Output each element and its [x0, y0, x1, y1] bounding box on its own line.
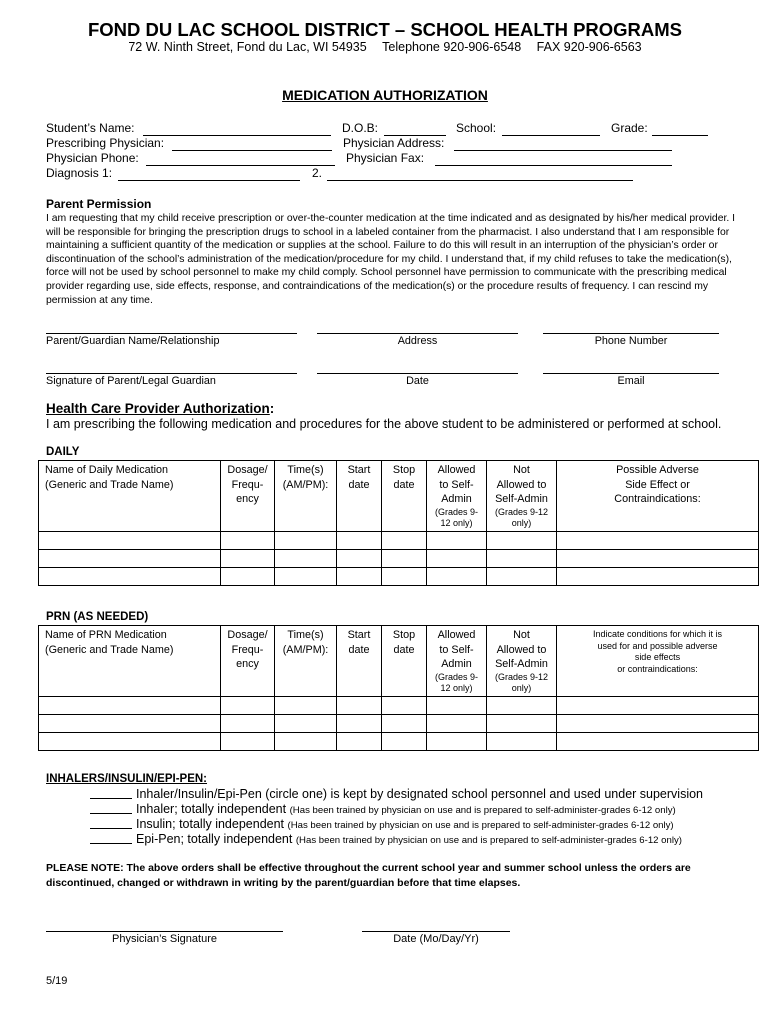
- prn-not-allowed-l3: Self-Admin: [495, 658, 548, 671]
- district-title: FOND DU LAC SCHOOL DISTRICT – SCHOOL HEALTH PROGRAMS: [87, 19, 683, 40]
- daily-not-allowed-s2: only): [511, 518, 532, 529]
- inhaler-item-independent: [90, 802, 676, 816]
- prn-not-allowed-s2: only): [511, 683, 532, 694]
- daily-col-allowed: [427, 461, 487, 532]
- epipen-item-independent: [90, 832, 682, 846]
- prn-stop-l1: Stop: [392, 629, 416, 641]
- prn-allowed-l1: Allowed: [437, 629, 476, 641]
- district-fax: FAX 920-906-6563: [536, 40, 642, 54]
- daily-col-times: [275, 461, 337, 532]
- daily-allowed-l3: Admin: [441, 493, 472, 506]
- insulin-independent-note: (Has been trained by physician on use and is prepared to self-administer-grades 6-12 only): [287, 820, 674, 831]
- prn-col-allowed: [427, 626, 487, 697]
- parent-permission-heading: Parent Permission: [46, 197, 152, 211]
- parent-phone-line[interactable]: [543, 332, 719, 334]
- epipen-independent-text: Epi-Pen; totally independent: [136, 832, 293, 846]
- hcp-heading-colon: :: [269, 401, 275, 416]
- prn-col-name: [39, 626, 221, 697]
- daily-allowed-l2: to Self-: [439, 478, 474, 491]
- daily-stop-l1: Stop: [392, 464, 416, 476]
- prn-col-not-allowed: [487, 626, 557, 697]
- parent-signature-caption: Signature of Parent/Legal Guardian: [46, 375, 216, 387]
- prn-allowed-l2: to Self-: [439, 643, 474, 656]
- epipen-independent-blank[interactable]: [90, 843, 132, 844]
- daily-allowed-s1: (Grades 9-: [434, 506, 478, 517]
- diagnosis-2-label: 2.: [312, 166, 323, 180]
- parent-date-line[interactable]: [317, 372, 518, 374]
- prn-not-allowed-l1: Not: [513, 629, 530, 641]
- prn-col-dosage: [221, 626, 275, 697]
- inhaler-independent-blank[interactable]: [90, 813, 132, 814]
- insulin-independent-text: Insulin; totally independent: [136, 817, 285, 831]
- prn-col-stop: [382, 626, 427, 697]
- daily-adverse-l1: Possible Adverse: [616, 464, 699, 476]
- physician-address-label: Physician Address:: [343, 136, 445, 150]
- parent-phone-caption: Phone Number: [594, 335, 668, 347]
- daily-start-l1: Start: [347, 464, 371, 476]
- parent-date-caption: Date: [406, 375, 429, 387]
- daily-not-allowed-s1: (Grades 9-12: [494, 506, 549, 517]
- inhaler-supervised-text: Inhaler/Insulin/Epi-Pen (circle one) is kept by designated school personnel and used under supervision: [136, 787, 704, 801]
- diagnosis-1-label: Diagnosis 1:: [46, 166, 113, 180]
- prn-adverse-l3: side effects: [634, 652, 681, 662]
- prn-start-l2: date: [348, 643, 370, 656]
- prn-adverse-l1: Indicate conditions for which it is: [592, 629, 723, 639]
- parent-signature-line[interactable]: [46, 372, 297, 374]
- daily-dosage-l3: ency: [236, 493, 259, 506]
- prn-dosage-l2: Frequ-: [231, 643, 264, 656]
- daily-blank-row[interactable]: [39, 532, 759, 550]
- daily-col-adverse: [557, 461, 759, 532]
- parent-address-line[interactable]: [317, 332, 518, 334]
- daily-col-stop: [382, 461, 427, 532]
- physician-date-line[interactable]: [362, 930, 510, 932]
- school-label: School:: [456, 121, 497, 135]
- daily-adverse-l3: Contraindications:: [614, 493, 701, 506]
- grade-line[interactable]: [652, 134, 708, 136]
- prn-col-name-line1: Name of PRN Medication: [45, 629, 167, 641]
- student-name-label: Student’s Name:: [46, 121, 135, 135]
- grade-label: Grade:: [611, 121, 648, 135]
- epipen-independent-note: (Has been trained by physician on use and is prepared to self-administer-grades 6-12 only): [295, 835, 682, 846]
- daily-blank-row[interactable]: [39, 550, 759, 568]
- physician-signature-line[interactable]: [46, 930, 283, 932]
- physician-address-line[interactable]: [454, 149, 672, 151]
- prn-col-adverse: [557, 626, 759, 697]
- physician-signature-caption: Physician’s Signature: [112, 933, 217, 945]
- prn-header-row: [39, 626, 759, 697]
- prn-col-times: [275, 626, 337, 697]
- prn-dosage-l3: ency: [236, 658, 259, 671]
- prn-col-name-line2: (Generic and Trade Name): [45, 643, 174, 656]
- prn-adverse-l2: used for and possible adverse: [597, 640, 718, 651]
- school-line[interactable]: [502, 134, 600, 136]
- prn-blank-row[interactable]: [39, 697, 759, 715]
- parent-address-caption: Address: [397, 335, 438, 347]
- physician-date-caption: Date (Mo/Day/Yr): [393, 933, 479, 945]
- daily-label: DAILY: [46, 446, 80, 458]
- daily-not-allowed-l3: Self-Admin: [495, 493, 548, 506]
- hcp-heading-text: Health Care Provider Authorization: [46, 401, 270, 416]
- physician-phone-label: Physician Phone:: [46, 151, 139, 165]
- prn-blank-row[interactable]: [39, 715, 759, 733]
- prn-times-l1: Time(s): [287, 629, 324, 641]
- daily-not-allowed-l1: Not: [513, 464, 530, 476]
- daily-adverse-l2: Side Effect or: [625, 478, 690, 491]
- daily-stop-l2: date: [393, 478, 415, 491]
- inhaler-independent-note: (Has been trained by physician on use and is prepared to self-administer-grades 6-12 only): [289, 805, 676, 816]
- inhaler-item-supervised: [90, 787, 703, 801]
- prn-allowed-l3: Admin: [441, 658, 472, 671]
- inhaler-independent-text: Inhaler; totally independent: [136, 802, 287, 816]
- daily-times-l2: (AM/PM):: [282, 478, 329, 491]
- parent-email-caption: Email: [617, 375, 645, 387]
- prn-col-start: [337, 626, 382, 697]
- daily-col-dosage: [221, 461, 275, 532]
- physician-fax-line[interactable]: [435, 164, 672, 166]
- district-address: 72 W. Ninth Street, Fond du Lac, WI 54935: [128, 40, 367, 54]
- parent-name-line[interactable]: [46, 332, 297, 334]
- prescribing-physician-line[interactable]: [172, 149, 332, 151]
- inhaler-supervised-blank[interactable]: [90, 798, 132, 799]
- daily-col-name-line2: (Generic and Trade Name): [45, 478, 174, 491]
- hcp-text: I am prescribing the following medication and procedures for the above student to be administered or performed at school.: [46, 417, 722, 431]
- prn-start-l1: Start: [347, 629, 371, 641]
- parent-email-line[interactable]: [543, 372, 719, 374]
- daily-header-row: [39, 461, 759, 532]
- prn-not-allowed-s1: (Grades 9-12: [494, 671, 549, 682]
- prescribing-physician-label: Prescribing Physician:: [46, 136, 165, 150]
- prn-medication-table: [38, 625, 759, 751]
- physician-fax-label: Physician Fax:: [346, 151, 425, 165]
- inhalers-heading: INHALERS/INSULIN/EPI-PEN:: [46, 773, 208, 785]
- daily-medication-table: [38, 460, 759, 586]
- prn-allowed-s2: 12 only): [440, 683, 473, 694]
- daily-col-start: [337, 461, 382, 532]
- diagnosis-1-line[interactable]: [118, 179, 300, 181]
- prn-allowed-s1: (Grades 9-: [434, 671, 478, 682]
- parent-permission-text: I am requesting that my child receive prescription or over-the-counter medication at the time indicated and as designated by his/her medical provider. I will be responsible for bringing the prescription drugs to school in a labeled container from the pharmacist. I also understand that I am responsible for maintaining a sufficient quantity of the medication or supplies at the school. Failure to do this will result in an interruption of the physician’s order or discontinuation of the school’s administration of the medication/procedure for my child. I understand that, if my child refuses to take the medication(s), force will not be used by school personnel to make my child comply. School personnel have permission to communicate with the prescribing medical provider regarding use, side effects, response, and contraindications of the medication(s) or the procedure results of frequency. I can rescind my permission at any time.: [46, 213, 736, 306]
- daily-col-name-line1: Name of Daily Medication: [45, 464, 169, 476]
- prn-stop-l2: date: [393, 643, 415, 656]
- daily-dosage-l2: Frequ-: [231, 478, 264, 491]
- daily-allowed-l1: Allowed: [437, 464, 476, 476]
- daily-col-name: [39, 461, 221, 532]
- please-note: PLEASE NOTE: The above orders shall be effective throughout the current school year and summer school unless the orders are discontinued, changed or withdrawn in writing by the parent/guardian before that time elapses.: [46, 862, 691, 889]
- daily-start-l2: date: [348, 478, 370, 491]
- daily-col-not-allowed: [487, 461, 557, 532]
- prn-not-allowed-l2: Allowed to: [496, 643, 547, 656]
- prn-adverse-l4: or contraindications:: [617, 663, 698, 674]
- daily-not-allowed-l2: Allowed to: [496, 478, 547, 491]
- prn-dosage-l1: Dosage/: [227, 629, 268, 641]
- parent-name-caption: Parent/Guardian Name/Relationship: [46, 335, 220, 347]
- physician-phone-line[interactable]: [146, 164, 335, 166]
- form-title: MEDICATION AUTHORIZATION: [282, 87, 488, 103]
- diagnosis-2-line[interactable]: [327, 179, 633, 181]
- district-telephone: Telephone 920-906-6548: [382, 40, 522, 54]
- prn-blank-row[interactable]: [39, 733, 759, 751]
- prn-label: PRN (AS NEEDED): [46, 611, 149, 623]
- form-version: 5/19: [46, 975, 68, 987]
- daily-times-l1: Time(s): [287, 464, 324, 476]
- hcp-heading: [46, 401, 274, 416]
- insulin-item-independent: [90, 817, 674, 831]
- dob-label: D.O.B:: [342, 121, 379, 135]
- daily-allowed-s2: 12 only): [440, 518, 473, 529]
- daily-dosage-l1: Dosage/: [227, 464, 268, 476]
- student-name-line[interactable]: [143, 134, 331, 136]
- insulin-independent-blank[interactable]: [90, 828, 132, 829]
- prn-times-l2: (AM/PM):: [282, 643, 329, 656]
- district-contact: [0, 40, 770, 54]
- daily-blank-row[interactable]: [39, 568, 759, 586]
